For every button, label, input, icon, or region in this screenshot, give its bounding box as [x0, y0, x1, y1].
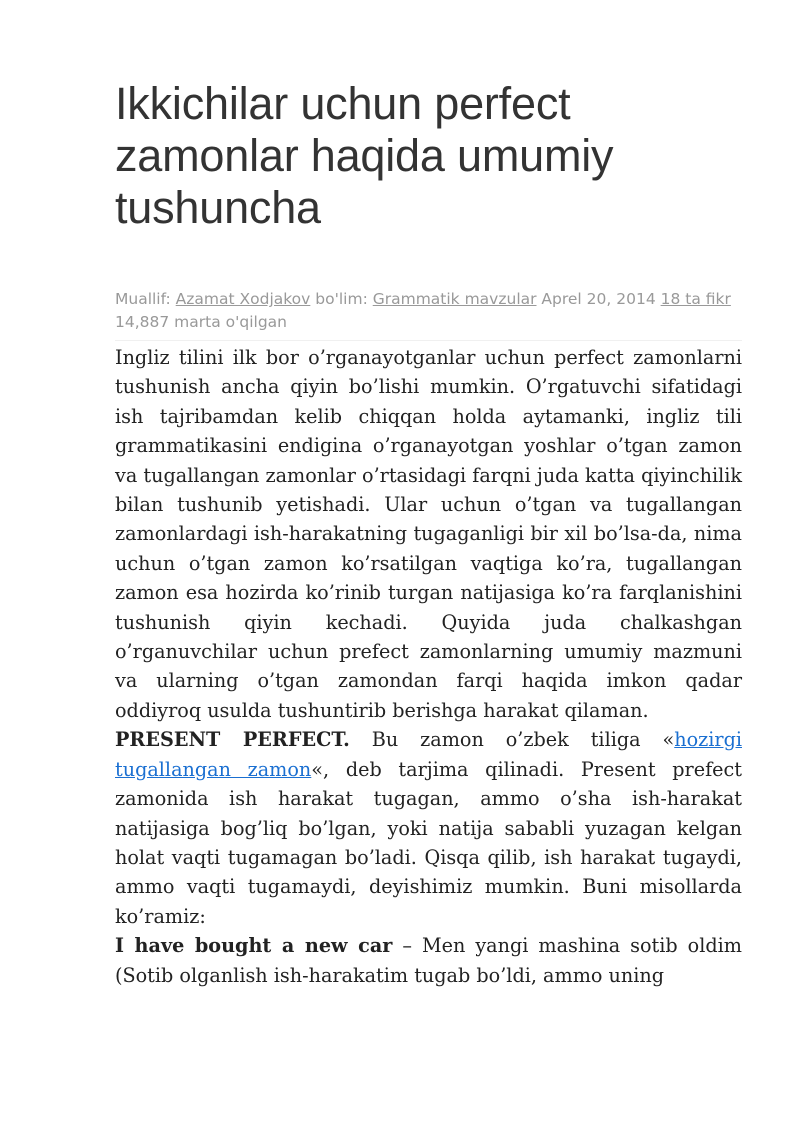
- example-sentence: I have bought a new car: [115, 934, 393, 958]
- present-perfect-text-2: «, deb tarjima qilinadi. Present prefect zamonida ish harakat tugagan, ammo o’sha ish-harakat natijasiga bog’liq bo’lgan, yoki natija sababli yuzagan kelgan holat vaqti tugamagan bo’ladi. Qisqa qilib, ish harakat tugaydi, ammo vaqti tugamaydi, deyishimiz mumkin. Buni misollarda ko’ramiz:: [115, 757, 742, 928]
- view-count: 14,887 marta o'qilgan: [115, 313, 287, 331]
- paragraph-intro: Ingliz tilini ilk bor o’rganayotganlar uchun perfect zamonlarni tushunish ancha qiyin bo’lishi mumkin. O’rgatuvchi sifatidagi ish tajribamdan kelib chiqqan holda aytamanki, ingliz tili grammatikasini endigina o’rganayotgan yoshlar o’tgan zamon va tugallangan zamonlar o’rtasidagi farqni juda katta qiyinchilik bilan tushunib yetishadi. Ular uchun o’tgan va tugallangan zamonlardagi ish-harakatning tugaganligi bir xil bo’lsa-da, nima uchun o’tgan zamon ko’rsatilgan vaqtiga ko’ra, tugallangan zamon esa hozirda ko’rinib turgan natijasiga ko’ra farqlanishini tushunish qiyin kechadi. Quyida juda chalkashgan o’rganuvchilar uchun prefect zamonlarning umumiy mazmuni va ularning o’tgan zamondan farqi haqida imkon qadar oddiyroq usulda tushuntirib berishga harakat qilaman.: [115, 346, 742, 722]
- example-translation: – Men yangi mashina sotib oldim (Sotib olganlish ish-harakatim tugab bo’ldi, ammo uning: [115, 934, 742, 987]
- present-perfect-heading: PRESENT PERFECT.: [115, 728, 350, 752]
- comments-link[interactable]: 18 ta fikr: [660, 290, 731, 308]
- section-link[interactable]: Grammatik mavzular: [372, 290, 537, 308]
- present-perfect-text-1: Bu zamon o’zbek tiliga «: [349, 728, 675, 752]
- article-meta: [115, 288, 742, 341]
- present-perfect-link[interactable]: hozirgi tugallangan zamon: [115, 728, 742, 781]
- paragraph-example: [115, 931, 742, 990]
- page-title: Ikkichilar uchun perfect zamonlar haqida umumiy tushuncha: [115, 78, 614, 233]
- author-link[interactable]: Azamat Xodjakov: [175, 290, 311, 308]
- author-label: Muallif:: [115, 290, 176, 308]
- article: [115, 78, 742, 990]
- paragraph-present-perfect: [115, 725, 742, 931]
- section-label: bo'lim:: [310, 290, 373, 308]
- publish-date: Aprel 20, 2014: [536, 290, 661, 308]
